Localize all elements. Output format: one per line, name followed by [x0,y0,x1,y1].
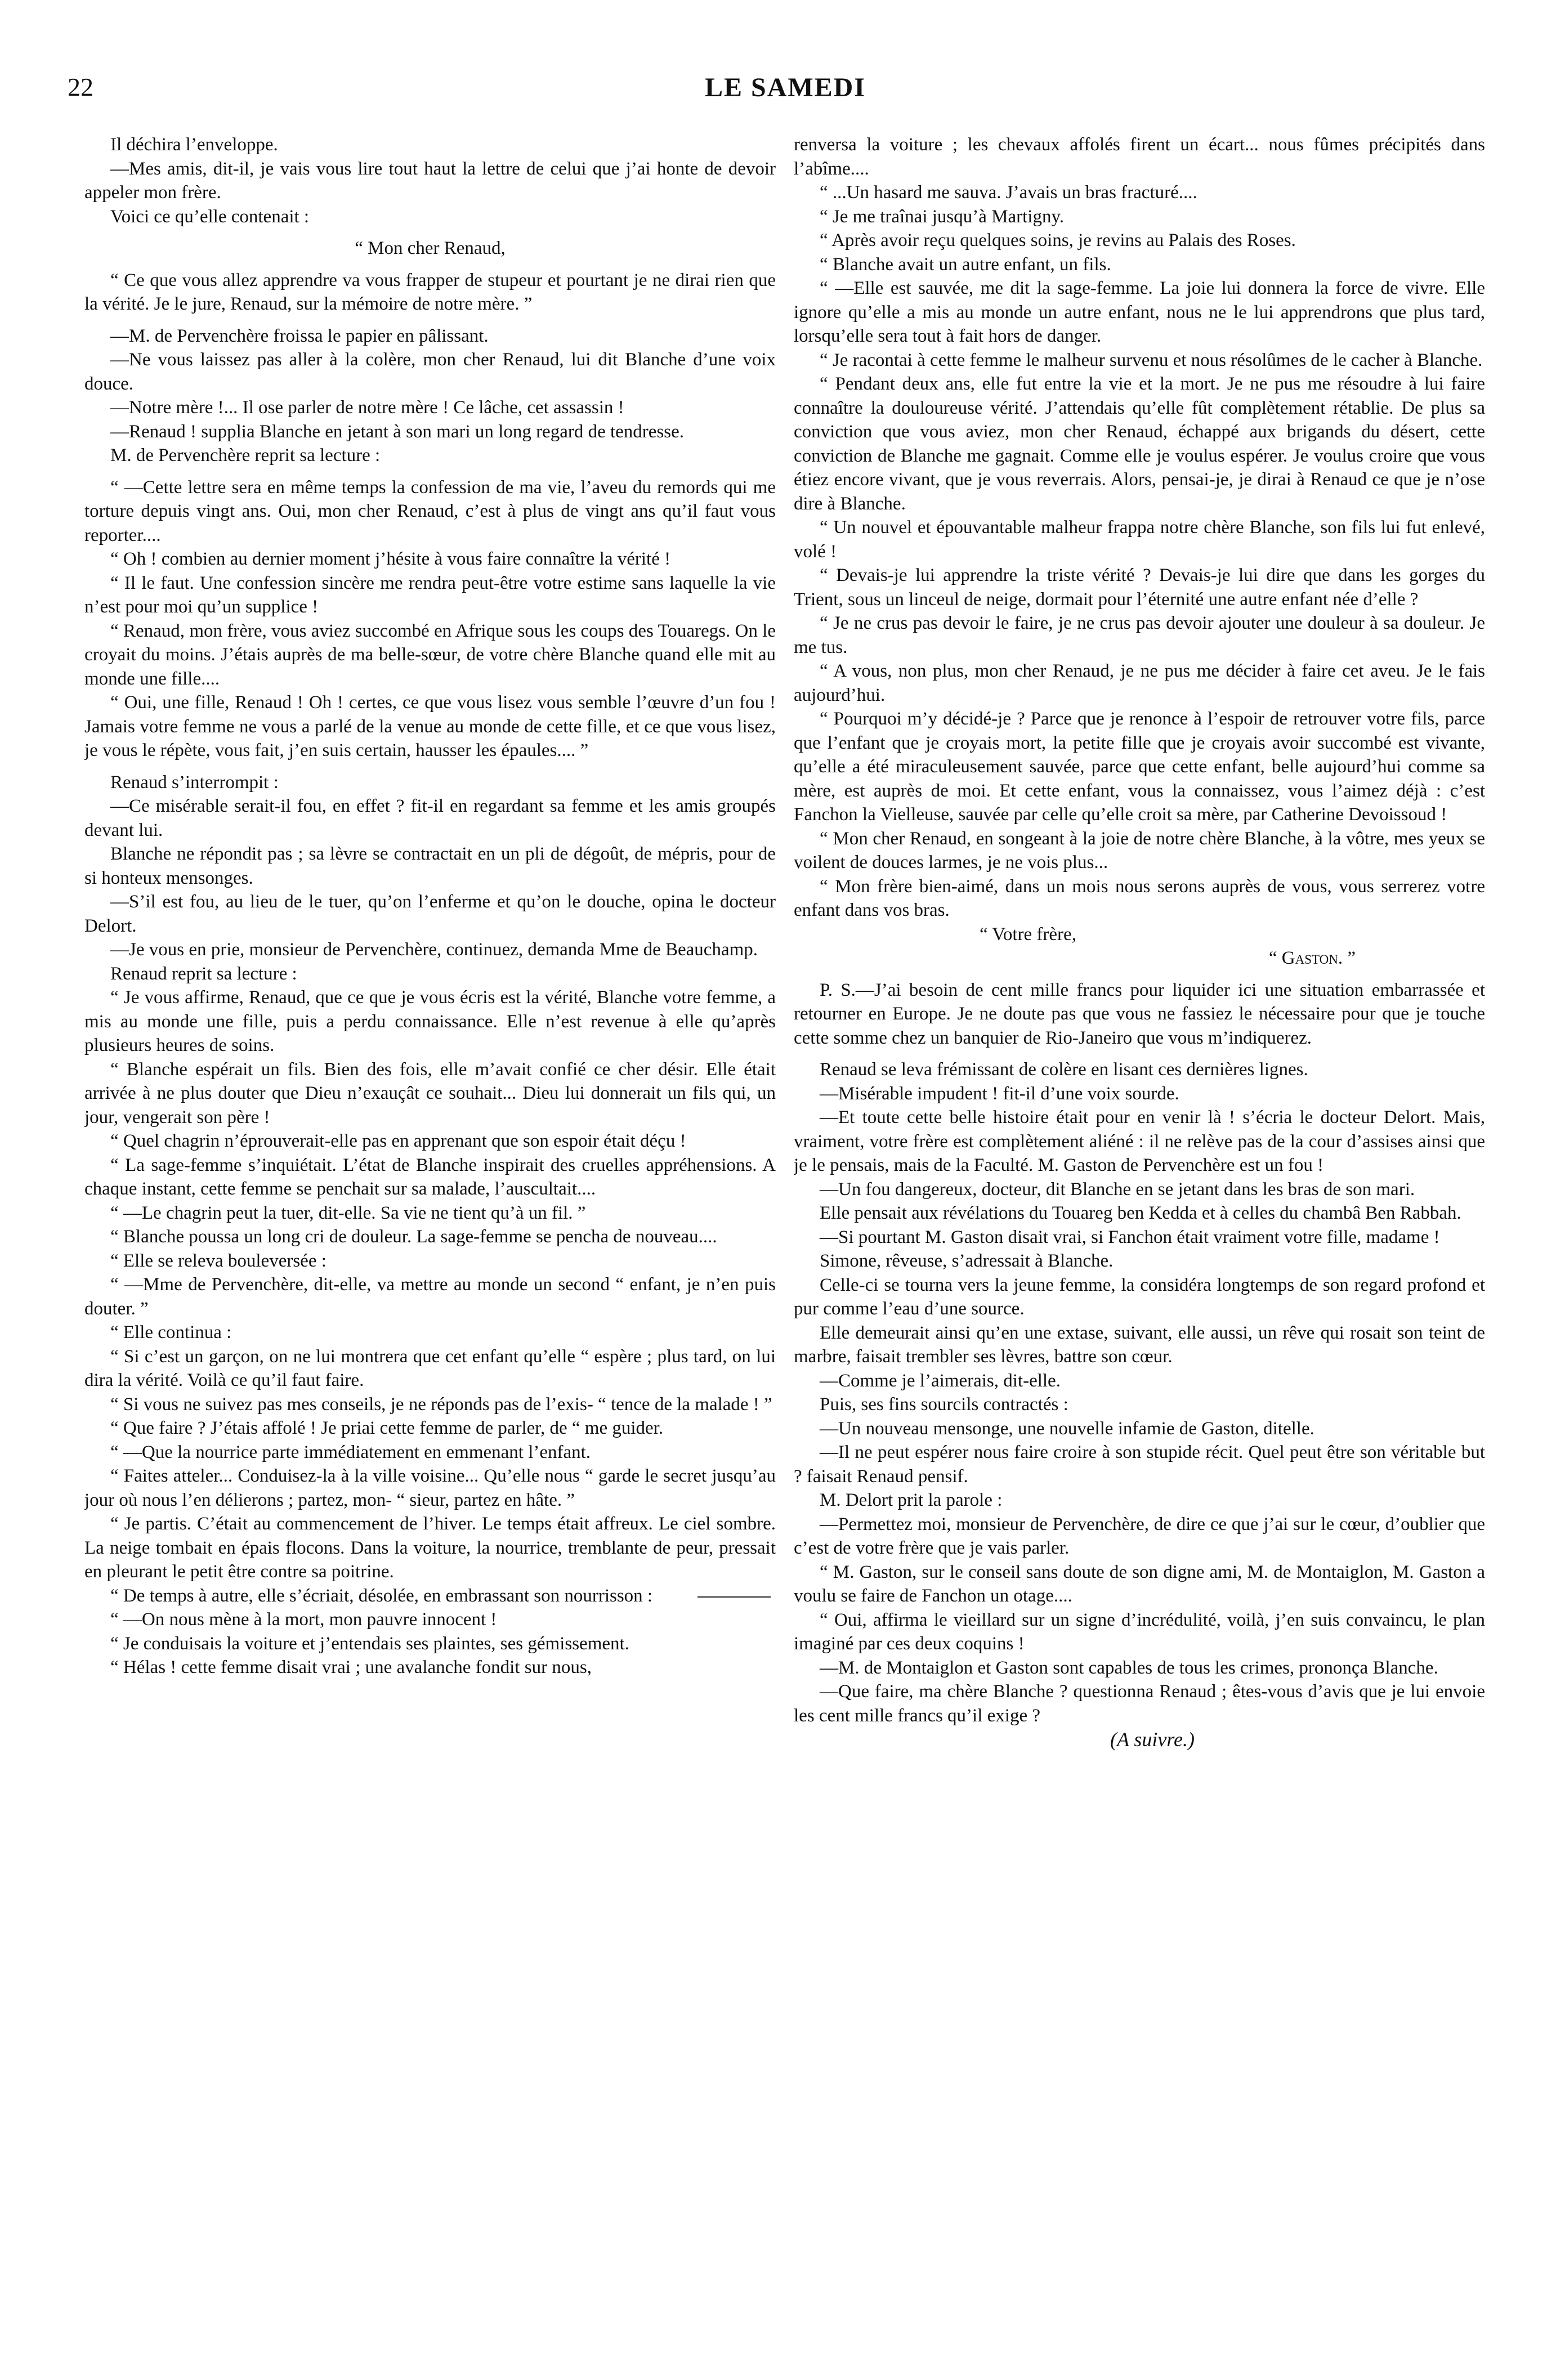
paragraph: Renaud s’interrompit : [110,772,279,793]
page-header [68,72,1503,117]
paragraph: “ Oui, une fille, Renaud ! Oh ! certes, ce que vous lisez vous semble l’œuvre d’un fou ! Jamais votre femme ne vous a parlé de la venue au monde de cette fille, et ce que vous lisez, je vous le répète, vous fait, j’en suis certain, hausser les épaules.... ” [84,692,776,760]
paragraph: “ Faites atteler... Conduisez-la à la ville voisine... Qu’elle nous “ garde le secret jusqu’au jour où nous l’en délierons ; partez, mon- “ sieur, partez en hâte. ” [84,1466,776,1510]
paragraph: —Que faire, ma chère Blanche ? questionna Renaud ; êtes-vous d’avis que je lui envoie les cent mille francs qu’il exige ? [794,1681,1485,1726]
paragraph: M. de Pervenchère reprit sa lecture : [110,445,381,466]
paragraph: “ Pendant deux ans, elle fut entre la vie et la mort. Je ne pus me résoudre à lui faire connaître la douloureuse vérité. J’attendais qu’elle fût complètement rétablie. De plus sa conviction que vous aviez, mon cher Renaud, échappé aux brigands du désert, cette conviction de Blanche me gagnait. Comme elle je voulus espérer. Je voulus croire que vous étiez encore vivant, que je vous reverrais. Alors, pensai-je, je dirai à Renaud ce que je n’ose dire à Blanche. [794,374,1485,514]
paragraph: “ —Que la nourrice parte immédiatement en emmenant l’enfant. [110,1442,591,1462]
paragraph: —Il ne peut espérer nous faire croire à son stupide récit. Quel peut être son véritable but ? faisait Renaud pensif. [794,1442,1485,1487]
left-column [84,133,776,2356]
page-number: 22 [68,73,93,101]
paragraph: —Un fou dangereux, docteur, dit Blanche en se jetant dans les bras de son mari. [820,1179,1415,1200]
paragraph: —Et toute cette belle histoire était pour en venir là ! s’écria le docteur Delort. Mais, vraiment, votre frère est complètement aliéné : il ne relève pas de la cour d’assises ainsi que je le pensais, mais de la Faculté. M. Gaston de Pervenchère est un fou ! [794,1107,1485,1175]
paragraph: “ ...Un hasard me sauva. J’avais un bras fracturé.... [820,182,1197,203]
paragraph: “ Je conduisais la voiture et j’entendais ses plaintes, ses gémissement. [110,1633,629,1654]
paragraph: “ Mon frère bien-aimé, dans un mois nous serons auprès de vous, vous serrerez votre enfant dans vos bras. [794,876,1485,920]
paragraph: “ De temps à autre, elle s’écriait, désolée, en embrassant son nourrisson : [84,1584,776,1608]
paragraph: “ Ce que vous allez apprendre va vous frapper de stupeur et pourtant je ne dirai rien que la vérité. Je le jure, Renaud, sur la mémoire de notre mère. ” [84,270,776,314]
paragraph: “ Elle continua : [110,1322,232,1343]
paragraph: “ Blanche poussa un long cri de douleur. La sage-femme se pencha de nouveau.... [110,1227,717,1247]
paragraph: “ —Cette lettre sera en même temps la confession de ma vie, l’aveu du remords qui me torture depuis vingt ans. Oui, mon cher Renaud, c’est à plus de vingt ans qu’il faut vous reporter.... [84,477,776,545]
paragraph: —Ne vous laissez pas aller à la colère, mon cher Renaud, lui dit Blanche d’une voix douce. [84,350,776,394]
paragraph: Simone, rêveuse, s’adressait à Blanche. [820,1251,1114,1271]
paragraph: “ Après avoir reçu quelques soins, je revins au Palais des Roses. [820,230,1296,250]
paragraph: P. S.—J’ai besoin de cent mille francs pour liquider ici une situation embarrassée et retourner en Europe. Je ne doute pas que vous ne fassiez le nécessaire pour que je touche cette somme chez un banquier de Rio-Janeiro que vous m’indiquerez. [794,979,1485,1048]
paragraph: “ Mon cher Renaud, [355,238,506,258]
paragraph: “ Oh ! combien au dernier moment j’hésite à vous faire connaître la vérité ! [110,549,671,569]
paragraph: M. Delort prit la parole : [820,1490,1003,1510]
paragraph: “ Je ne crus pas devoir le faire, je ne crus pas devoir ajouter une douleur à sa douleur. Je me tus. [794,613,1485,657]
paragraph: “ Je vous affirme, Renaud, que ce que je vous écris est la vérité, Blanche votre femme, a mis au monde une fille, puis a perdu connaissance. Elle n’est revenue à elle qu’après plusieurs heures de soins. [84,987,776,1055]
paragraph: “ Si vous ne suivez pas mes conseils, je ne réponds pas de l’exis- “ tence de la malade ! ” [110,1394,772,1415]
paragraph: —Si pourtant M. Gaston disait vrai, si Fanchon était vraiment votre fille, madame ! [820,1227,1440,1247]
paragraph: “ Renaud, mon frère, vous aviez succombé en Afrique sous les coups des Touaregs. On le croyait du moins. J’étais auprès de ma belle-sœur, de votre chère Blanche quand elle mit au monde une fille.... [84,620,776,689]
paragraph: Blanche ne répondit pas ; sa lèvre se contractait en un pli de dégoût, de mépris, pour de si honteux mensonges. [84,844,776,888]
paragraph: “ Je me traînai jusqu’à Martigny. [820,206,1065,227]
paragraph: Elle pensait aux révélations du Touareg ben Kedda et à celles du chambâ Ben Rabbah. [820,1203,1461,1223]
paragraph: —M. de Pervenchère froissa le papier en pâlissant. [110,325,489,346]
paragraph: Celle-ci se tourna vers la jeune femme, la considéra longtemps de son regard profond et pur comme l’eau d’une source. [794,1274,1485,1319]
paragraph: Voici ce qu’elle contenait : [110,206,310,227]
paragraph: “ A vous, non plus, mon cher Renaud, je ne pus me décider à faire cet aveu. Je le fais aujourd’hui. [794,661,1485,705]
paragraph: renversa la voiture ; les chevaux affolés firent un écart... nous fûmes précipités dans l’abîme.... [794,135,1485,179]
paragraph: “ M. Gaston, sur le conseil sans doute de son digne ami, M. de Montaiglon, M. Gaston a voulu se faire de Fanchon un otage.... [794,1562,1485,1606]
paragraph: —Ce misérable serait-il fou, en effet ? fit-il en regardant sa femme et les amis groupés devant lui. [84,796,776,840]
paragraph: “ Votre frère, [980,924,1076,945]
paragraph: “ —Le chagrin peut la tuer, dit-elle. Sa vie ne tient qu’à un fil. ” [110,1202,586,1223]
paragraph: Renaud reprit sa lecture : [110,963,297,984]
paragraph: —Permettez moi, monsieur de Pervenchère, de dire ce que j’ai sur le cœur, d’oublier que c’est de votre frère que je vais parler. [794,1514,1485,1558]
paragraph: “ Quel chagrin n’éprouverait-elle pas en apprenant que son espoir était déçu ! [110,1131,686,1151]
paragraph: “ Devais-je lui apprendre la triste vérité ? Devais-je lui dire que dans les gorges du Trient, sous un linceul de neige, dormait pour l’éternité une autre enfant née d’elle ? [794,565,1485,610]
paragraph: “ Elle se releva bouleversée : [110,1250,327,1271]
paragraph: Renaud se leva frémissant de colère en lisant ces dernières lignes. [820,1059,1308,1080]
publication-title: LE SAMEDI [704,73,866,102]
paragraph: “ Je partis. C’était au commencement de l’hiver. Le temps était affreux. Le ciel sombre. La neige tombait en épais flocons. Dans la voiture, la nourrice, tremblante de peur, pressait en pleurant le petit être contre sa poitrine. [84,1514,776,1582]
paragraph: “ Il le faut. Une confession sincère me rendra peut-être votre estime sans laquelle la vie n’est pour moi qu’un supplice ! [84,572,776,617]
paragraph: “ —On nous mène à la mort, mon pauvre innocent ! [110,1609,497,1630]
paragraph: “ Oui, affirma le vieillard sur un signe d’incrédulité, voilà, j’en suis convaincu, le plan imaginé par ces deux coquins ! [794,1609,1485,1654]
paragraph: —S’il est fou, au lieu de le tuer, qu’on l’enferme et qu’on le douche, opina le docteur Delort. [84,892,776,936]
paragraph: —M. de Montaiglon et Gaston sont capables de tous les crimes, prononça Blanche. [820,1657,1438,1678]
paragraph: —Un nouveau mensonge, une nouvelle infamie de Gaston, ditelle. [820,1418,1314,1439]
paragraph: “ Blanche espérait un fils. Bien des fois, elle m’avait confié ce cher désir. Elle était arrivée à ne plus douter que Dieu n’exauçât ce souhait... Dieu lui donnerait un fils qui, un jour, vengerait son père ! [84,1059,776,1128]
right-column [794,133,1485,2356]
paragraph: “ Je racontai à cette femme le malheur survenu et nous résolûmes de le cacher à Blanche. [820,350,1483,370]
paragraph: —Misérable impudent ! fit-il d’une voix sourde. [820,1083,1179,1104]
paragraph: Puis, ses fins sourcils contractés : [820,1394,1068,1415]
paragraph: “ Blanche avait un autre enfant, un fils. [820,254,1111,275]
paragraph: “ La sage-femme s’inquiétait. L’état de Blanche inspirait des cruelles appréhensions. A chaque instant, cette femme se penchait sur sa malade, l’auscultait.... [84,1155,776,1199]
paragraph: Elle demeurait ainsi qu’en une extase, suivant, elle aussi, un rêve qui rosait son teint de marbre, faisait trembler ses lèvres, battre son cœur. [794,1322,1485,1367]
paragraph: —Mes amis, dit-il, je vais vous lire tout haut la lettre de celui que j’ai honte de devoir appeler mon frère. [84,158,776,203]
paragraph: —Renaud ! supplia Blanche en jetant à son mari un long regard de tendresse. [110,421,685,442]
paragraph: —Je vous en prie, monsieur de Pervenchère, continuez, demanda Mme de Beauchamp. [110,940,758,960]
paragraph: “ Gaston. ” [1268,948,1356,968]
paragraph: “ —Mme de Pervenchère, dit-elle, va mettre au monde un second “ enfant, je n’en puis douter. ” [84,1274,776,1319]
paragraph: —Notre mère !... Il ose parler de notre mère ! Ce lâche, cet assassin ! [110,397,624,418]
paragraph: Il déchira l’enveloppe. [110,135,278,155]
paragraph: “ Mon cher Renaud, en songeant à la joie de notre chère Blanche, à la vôtre, mes yeux se voilent de douces larmes, je ne vois plus... [794,828,1485,873]
paragraph: “ Hélas ! cette femme disait vrai ; une avalanche fondit sur nous, [110,1657,592,1677]
paragraph: “ Si c’est un garçon, on ne lui montrera que cet enfant qu’elle “ espère ; plus tard, on lui dira la vérité. Voilà ce qu’il faut faire. [84,1346,776,1390]
paragraph: “ Pourquoi m’y décidé-je ? Parce que je renonce à l’espoir de retrouver votre fils, parce que l’enfant que je croyais mort, la petite fille que je croyais avoir succombé est vivante, qu’elle a été miraculeusement sauvée, parce que cette enfant, belle aujourd’hui comme sa mère, est auprès de moi. Et cette enfant, vous la connaissez, vous l’aimez déjà : c’est Fanchon la Vielleuse, sauvée par celle qu’elle croit sa mère, par Catherine Devoissoud ! [794,709,1485,825]
paragraph: “ Que faire ? J’étais affolé ! Je priai cette femme de parler, de “ me guider. [110,1418,664,1438]
paragraph: “ —Elle est sauvée, me dit la sage-femme. La joie lui donnera la force de vivre. Elle ignore qu’elle a mis au monde un autre enfant, nous ne le lui apprendrons que plus tard, lorsqu’elle sera tout à fait hors de danger. [794,278,1485,346]
to-be-continued: (A suivre.) [1110,1728,1195,1751]
paragraph: —Comme je l’aimerais, dit-elle. [820,1370,1061,1391]
paragraph: “ Un nouvel et épouvantable malheur frappa notre chère Blanche, son fils lui fut enlevé, volé ! [794,517,1485,562]
dash-rule [697,1596,771,1598]
